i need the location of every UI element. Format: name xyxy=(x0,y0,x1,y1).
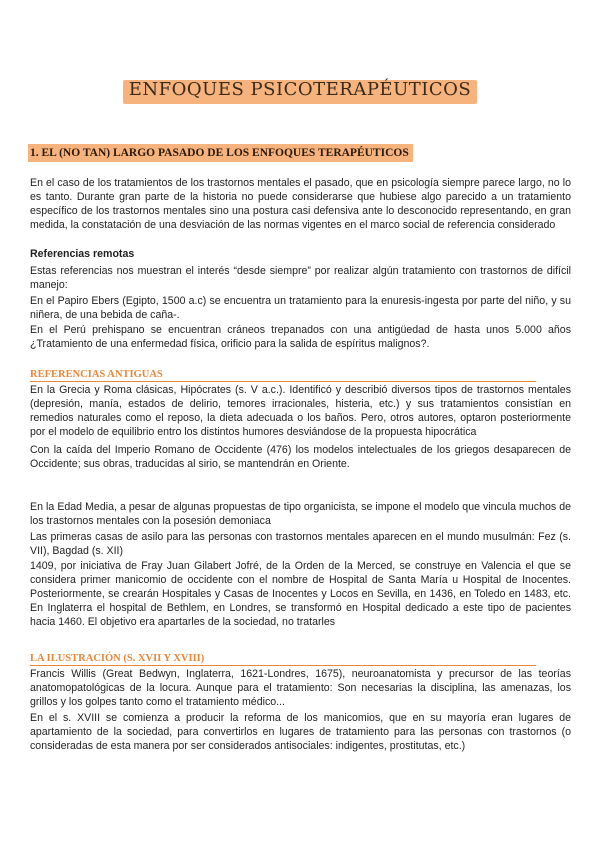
document-title xyxy=(125,72,475,104)
title-block xyxy=(0,72,600,104)
section1-subheading xyxy=(30,247,571,261)
section3-paragraph-2: En el s. XVIII se comienza a producir la reforma de los manicomios, que en su mayoría eran lugares de apartamiento de la sociedad, para convertirlos en lugares de tratamiento para las personas con trastornos (o consideradas de esta manera por ser considerados antisociales: indigentes, prostitutas, etc.) xyxy=(30,712,571,753)
section2-paragraph-3: En la Edad Media, a pesar de algunas propuestas de tipo organicista, se impone el modelo que vincula muchos de los trastornos mentales con la posesión demoniaca xyxy=(30,501,571,528)
section2-heading: REFERENCIAS ANTIGUAS xyxy=(30,368,536,382)
section1-subheading-text: Referencias remotas xyxy=(30,248,135,260)
section2-paragraph-2: Con la caída del Imperio Romano de Occidente (476) los modelos intelectuales de los griegos desaparecen de Occidente; sus obras, traducidas al sirio, se mantendrán en Oriente. xyxy=(30,444,571,471)
document-title-text: ENFOQUES PSICOTERAPÉUTICOS xyxy=(128,79,472,100)
section1-paragraph-1: Estas referencias nos muestran el interés “desde siempre” por realizar algún tratamiento con trastornos de difícil manejo: xyxy=(30,265,571,292)
section2-paragraph-5: 1409, por iniciativa de Fray Juan Gilabert Jofré, de la Orden de la Merced, se construye en Valencia el que se considera primer manicomio de occidente con el nombre de Hospital de Santa María u Hospital de Inocentes. Posteriormente, se crearán Hospitales y Casas de Inocentes y Locos en Sevilla, en 1436, en Toledo en 1483, etc. En Inglaterra el hospital de Bethlem, en Londres, se transformó en Hospital dedicado a este tipo de pacientes hacia 1460. El objetivo era apartarles de la sociedad, no tratarles xyxy=(30,560,571,629)
section1-paragraph-2: En el Papiro Ebers (Egipto, 1500 a.c) se encuentra un tratamiento para la enuresis-ingesta por parte del niño, y su niñera, de una bebida de caña-. xyxy=(30,295,571,322)
section2-paragraph-1: En la Grecia y Roma clásicas, Hipócrates (s. V a.c.). Identificó y describió diversos tipos de trastornos mentales (depresión, manía, estados de delirio, temores irracionales, histeria, etc.) y sus tratamientos consistían en remedios naturales como el reposo, la dieta adecuada o los baños. Pero, otros autores, optaron posteriormente por el modelo de equilibrio entro los distintos humores desviándose de la propuesta hipocrática xyxy=(30,384,571,439)
section3-heading: LA ILUSTRACIÓN (S. XVII Y XVIII) xyxy=(30,652,536,666)
section3-paragraph-1: Francis Willis (Great Bedwyn, Inglaterra, 1621-Londres, 1675), neuroanatomista y precursor de las teorías anatomopatológicas de la locura. Aunque para el tratamiento: Son necesarias la disciplina, las amenazas, los grillos y los golpes tanto como el tratamiento médico... xyxy=(30,668,571,709)
section1-paragraph-3: En el Perú prehispano se encuentran cráneos trepanados con una antigüedad de hasta unos 5.000 años ¿Tratamiento de una enfermedad física, orificio para la salida de espíritus malignos?. xyxy=(30,324,571,351)
section1-heading: 1. EL (NO TAN) LARGO PASADO DE LOS ENFOQUES TERAPÉUTICOS xyxy=(28,144,413,162)
section2-paragraph-4: Las primeras casas de asilo para las personas con trastornos mentales aparecen en el mundo musulmán: Fez (s. VII), Bagdad (s. XII) xyxy=(30,531,571,558)
section1-intro: En el caso de los tratamientos de los trastornos mentales el pasado, que en psicología siempre parece largo, no lo es tanto. Durante gran parte de la historia no puede considerarse que hubiese algo parecido a un tratamiento específico de los trastornos mentales sino una postura casi defensiva ante lo desconocido representando, en gran medida, la constatación de una desviación de las normas vigentes en el marco social de referencia considerado xyxy=(30,177,571,232)
